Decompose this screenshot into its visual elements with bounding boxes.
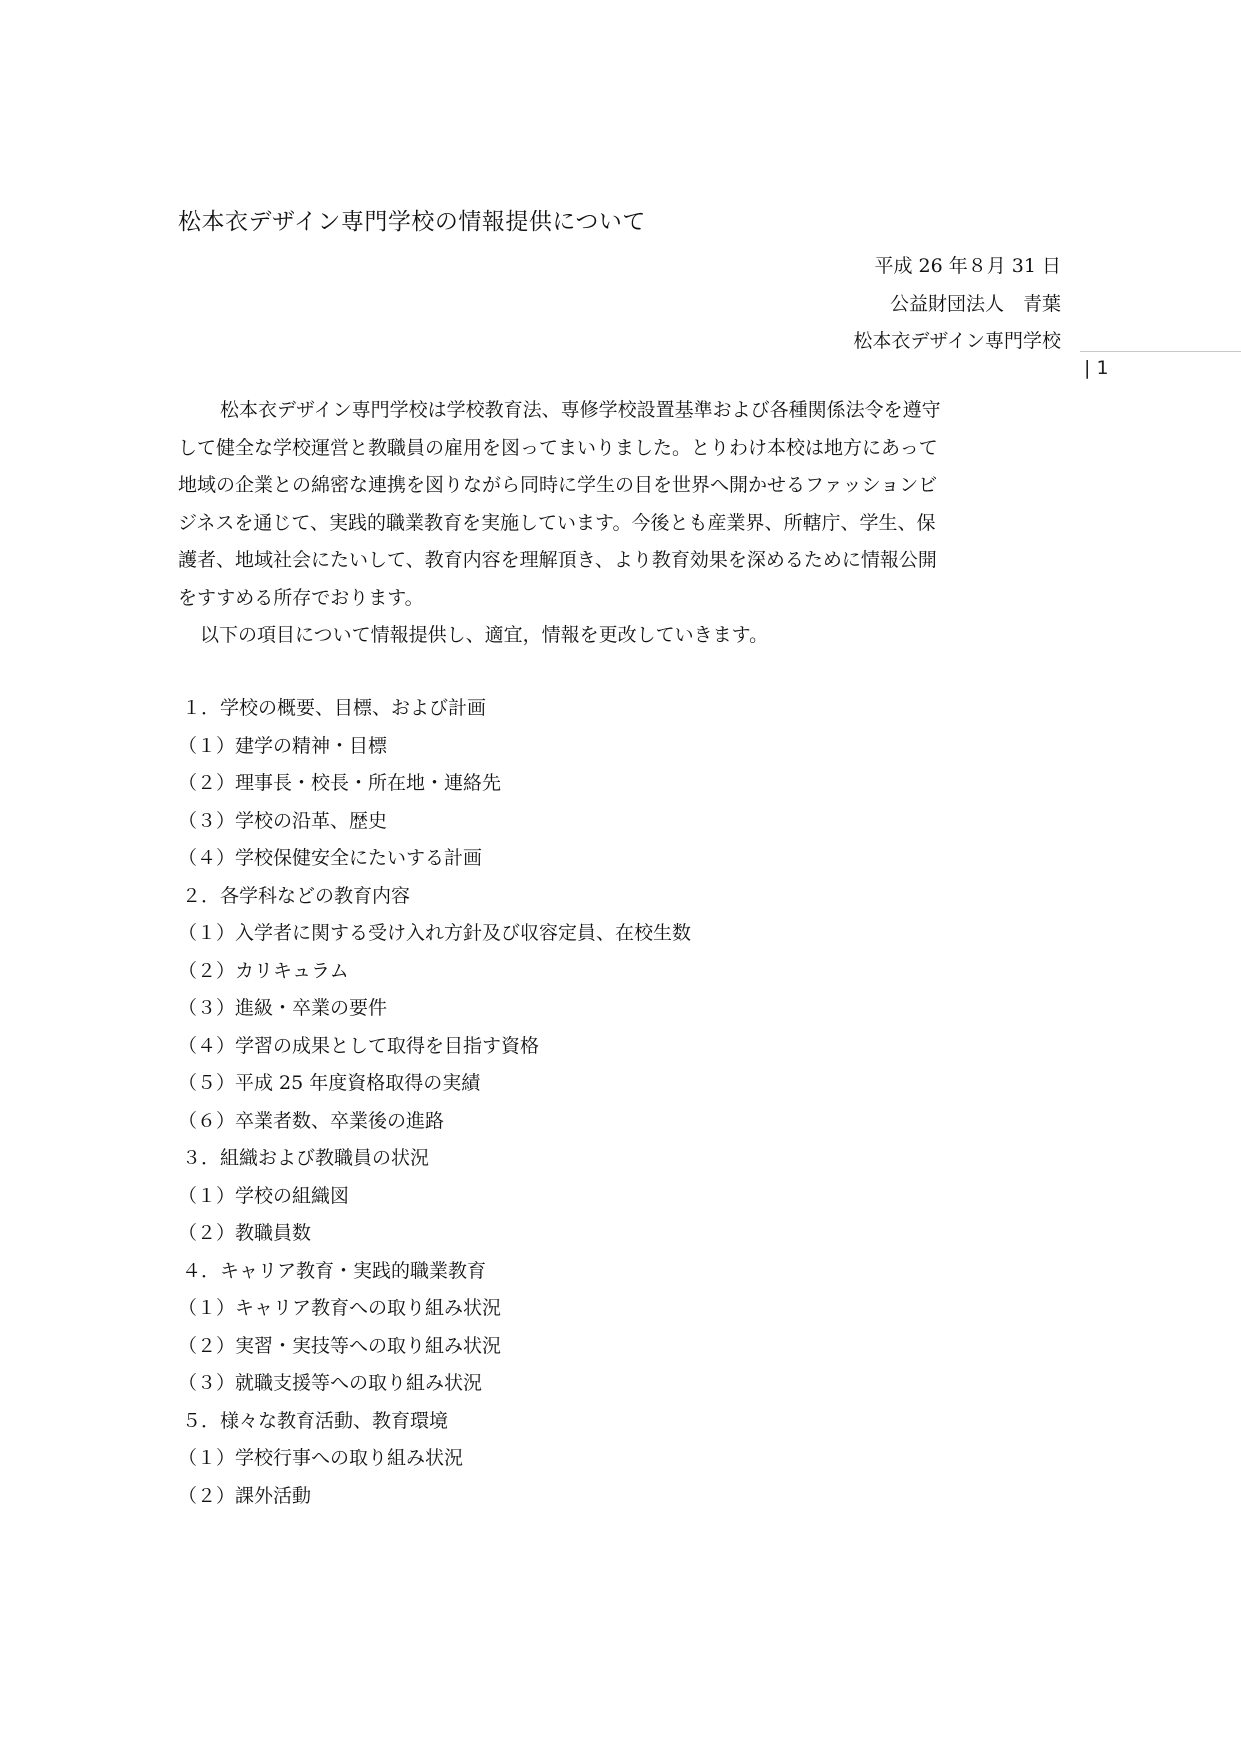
list-item: （２）課外活動 bbox=[178, 1484, 312, 1507]
list-item: （３）学校の沿革、歴史 bbox=[178, 809, 388, 832]
section-heading: ５．様々な教育活動、教育環境 bbox=[182, 1409, 449, 1432]
document-title: 松本衣デザイン専門学校の情報提供について bbox=[178, 209, 646, 235]
paragraph-line: 以下の項目について情報提供し、適宜，情報を更改していきます。 bbox=[200, 624, 769, 646]
section-heading: ４．キャリア教育・実践的職業教育 bbox=[182, 1259, 487, 1282]
list-item: （４）学習の成果として取得を目指す資格 bbox=[178, 1034, 540, 1057]
document-meta bbox=[853, 248, 1061, 361]
paragraph-line: をすすめる所存でおります。 bbox=[178, 586, 424, 609]
list-item: （２）理事長・校長・所在地・連絡先 bbox=[178, 772, 502, 794]
list-item: （１）キャリア教育への取り組み状況 bbox=[178, 1297, 502, 1319]
list-item: （１）学校行事への取り組み状況 bbox=[178, 1447, 464, 1469]
section-heading: ３．組織および教職員の状況 bbox=[182, 1147, 430, 1169]
list-item: （５）平成 25 年度資格取得の実績 bbox=[178, 1072, 481, 1094]
paragraph-line: 護者、地域社会にたいして、教育内容を理解頂き、より教育効果を深めるために情報公開 bbox=[178, 549, 937, 571]
list-item: （１）建学の精神・目標 bbox=[178, 734, 388, 757]
section-heading: ２．各学科などの教育内容 bbox=[182, 884, 411, 907]
list-item: （１）入学者に関する受け入れ方針及び収容定員、在校生数 bbox=[178, 922, 692, 944]
list-item: （６）卒業者数、卒業後の進路 bbox=[178, 1109, 445, 1132]
list-item: （２）カリキュラム bbox=[178, 959, 349, 982]
section-heading: １．学校の概要、目標、および計画 bbox=[182, 697, 487, 719]
intro-paragraph bbox=[178, 392, 1060, 655]
list-item: （２）実習・実技等への取り組み状況 bbox=[178, 1334, 502, 1357]
school-name: 松本衣デザイン専門学校 bbox=[853, 330, 1061, 352]
organization-name: 公益財団法人 青葉 bbox=[889, 292, 1061, 315]
item-list bbox=[178, 690, 691, 1515]
page-number-divider bbox=[1080, 351, 1241, 352]
list-item: （４）学校保健安全にたいする計画 bbox=[178, 847, 483, 869]
list-item: （３）進級・卒業の要件 bbox=[178, 997, 388, 1019]
paragraph-line: して健全な学校運営と教職員の雇用を図ってまいりました。とりわけ本校は地方にあって bbox=[178, 436, 938, 459]
paragraph-line: 地域の企業との綿密な連携を図りながら同時に学生の目を世界へ開かせるファッションビ bbox=[178, 474, 938, 496]
paragraph-line: ジネスを通じて、実践的職業教育を実施しています。今後とも産業界、所轄庁、学生、保 bbox=[178, 511, 936, 534]
list-item: （２）教職員数 bbox=[178, 1222, 312, 1244]
issue-date: 平成 26 年８月 31 日 bbox=[874, 255, 1061, 277]
list-item: （１）学校の組織図 bbox=[178, 1184, 350, 1207]
page-number: | 1 bbox=[1084, 357, 1109, 379]
paragraph-line: 松本衣デザイン専門学校は学校教育法、専修学校設置基準および各種関係法令を遵守 bbox=[220, 399, 941, 421]
list-item: （３）就職支援等への取り組み状況 bbox=[178, 1372, 483, 1394]
